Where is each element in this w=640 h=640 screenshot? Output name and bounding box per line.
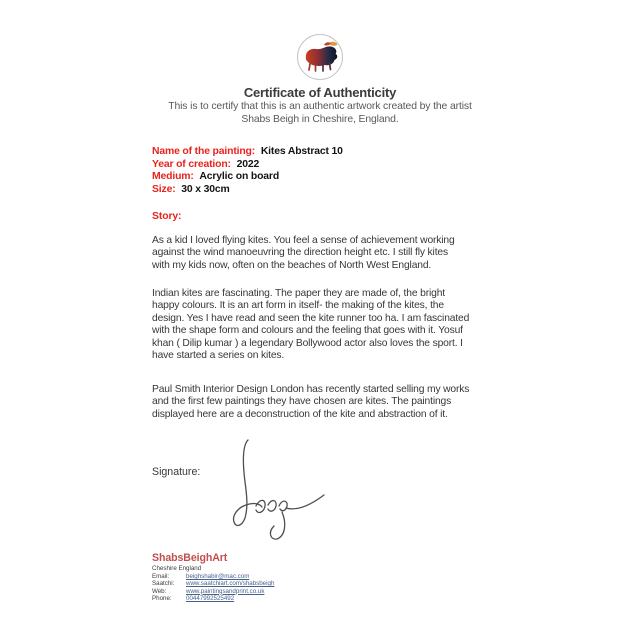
contact-row-email — [152, 573, 274, 580]
detail-row-size — [152, 184, 343, 197]
story-line: khan ( Dilip kumar ) a legendary Bollywood actor also loves the sport. I — [152, 337, 463, 349]
story-line: design. Yes I have read and seen the kite runner too ha. I am fascinated — [152, 312, 470, 324]
detail-value: 30 x 30cm — [181, 183, 230, 195]
certificate-title: Certificate of Authenticity — [243, 85, 397, 100]
certificate-header — [0, 33, 640, 126]
footer-contact-block — [152, 552, 274, 602]
contact-label: Email: — [152, 573, 170, 580]
story-line: happy colours. It is an art form in itself- the making of the kites, the — [152, 300, 444, 312]
contact-row-saatchi — [152, 580, 274, 587]
story-heading: Story: — [152, 211, 182, 222]
certificate-subtitle-line: This is to certify that this is an authentic artwork created by the artist — [168, 101, 472, 112]
artwork-details — [152, 146, 343, 196]
contact-row-web — [152, 588, 274, 595]
story-line: against the wind manoeuvring the direction height etc. I still fly kites — [152, 247, 448, 259]
bull-logo-icon — [296, 33, 344, 81]
story-line: Indian kites are fascinating. The paper they are made of, the bright — [152, 288, 445, 299]
detail-value: 2022 — [236, 158, 260, 170]
detail-label: Name of the painting: — [152, 146, 256, 157]
story-line: have started a series on kites. — [152, 350, 285, 362]
story-paragraph-3 — [152, 384, 508, 421]
story-line: Paul Smith Interior Design London has recently started selling my works — [152, 384, 470, 395]
contact-row-phone — [152, 595, 274, 602]
contact-label: Phone: — [152, 594, 172, 602]
story-paragraph-2 — [152, 288, 508, 362]
story-line: displayed here are a deconstruction of the kite and abstraction of it. — [152, 408, 448, 420]
detail-label: Medium: — [152, 171, 194, 183]
detail-value: Kites Abstract 10 — [260, 146, 343, 157]
story-paragraph-1 — [152, 235, 508, 272]
contact-label: Saatchi: — [152, 580, 175, 588]
story-line: with the shape form and colours and the feeling that goes with it. Yosuf — [152, 325, 463, 337]
certificate-subtitle-line: Shabs Beigh in Cheshire, England. — [241, 114, 399, 125]
detail-row-name — [152, 146, 343, 159]
detail-row-year — [152, 159, 343, 172]
detail-value: Acrylic on board — [199, 171, 280, 183]
story-line: As a kid I loved flying kites. You feel a sense of achievement working — [152, 235, 455, 246]
footer-subtitle: Cheshire England — [152, 565, 202, 572]
contact-label: Web: — [152, 587, 167, 595]
saatchi-link[interactable]: www.saatchiart.com/shabsbeigh — [186, 580, 275, 588]
signature-label: Signature: — [152, 466, 201, 478]
story-line: and the first few paintings they have chosen are kites. The paintings — [152, 396, 452, 408]
detail-label: Year of creation: — [152, 158, 231, 170]
detail-row-medium — [152, 171, 343, 184]
footer-title: ShabsBeighArt — [152, 552, 228, 564]
email-link[interactable]: beighshabir@mac.com — [186, 573, 250, 580]
phone-link[interactable]: 00447992525492 — [186, 594, 235, 602]
signature-image — [196, 436, 346, 551]
website-link[interactable]: www.paintingsandprint.co.uk — [186, 587, 265, 595]
story-line: with my kids now, often on the beaches of North West England. — [152, 259, 432, 271]
detail-label: Size: — [152, 183, 176, 195]
